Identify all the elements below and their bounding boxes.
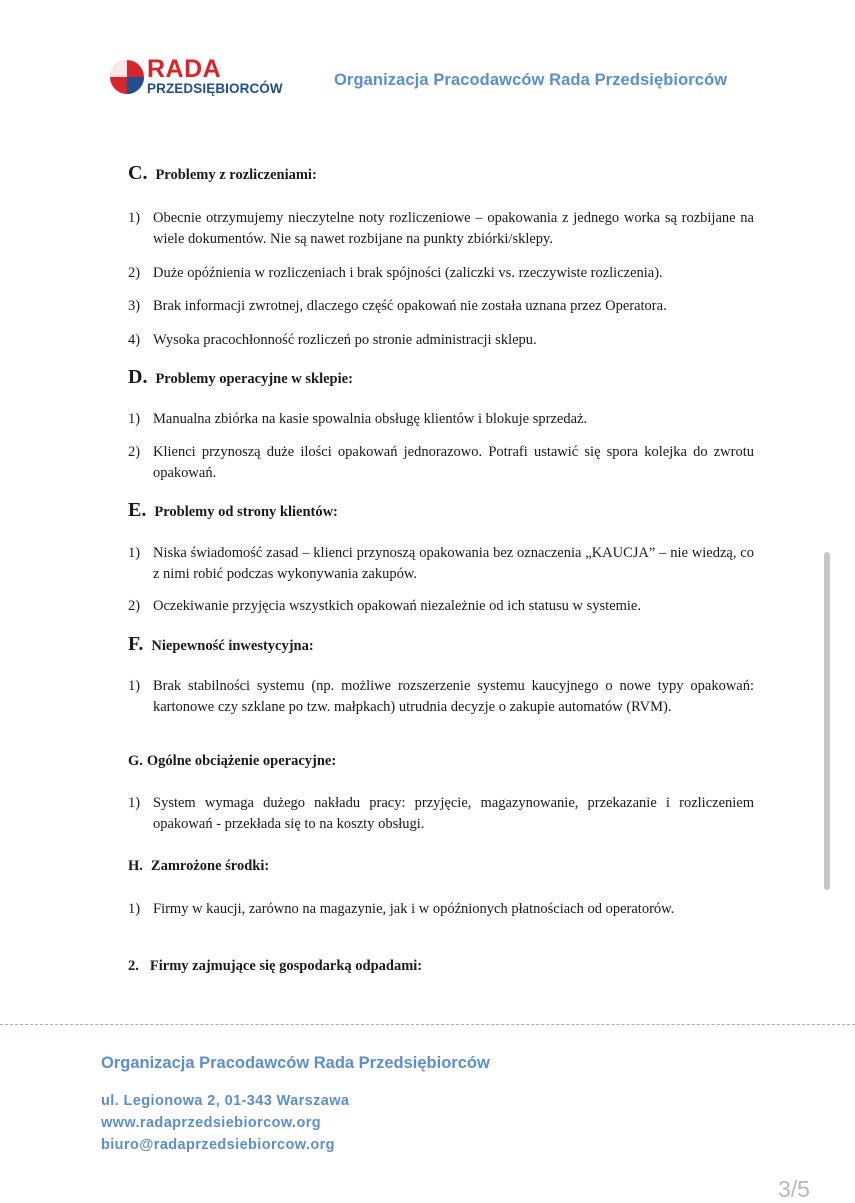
section-heading: E. Problemy od strony klientów: [128,499,338,521]
section-heading: H. Zamrożone środki: [128,858,270,874]
logo-circle-icon [108,56,146,96]
logo-main-text: RADA [147,55,222,83]
logo [108,56,308,102]
header-title: Organizacja Pracodawców Rada Przedsiębiorców [334,71,728,89]
page-header [0,0,855,120]
footer-divider [0,1024,855,1025]
section-heading: 2. Firmy zajmujące się gospodarką odpadami: [128,958,423,974]
footer-address: ul. Legionowa 2, 01-343 Warszawa [101,1093,350,1109]
footer-title: Organizacja Pracodawców Rada Przedsiębiorców [101,1054,490,1072]
page-indicator: 3/5 [778,1176,810,1202]
section-heading: F. Niepewność inwestycyjna: [128,633,314,655]
footer-website-link[interactable]: www.radaprzedsiebiorcow.org [101,1115,322,1131]
logo-sub-text: PRZEDSIĘBIORCÓW [147,81,283,96]
footer-email-link[interactable]: biuro@radaprzedsiebiorcow.org [101,1137,335,1153]
vertical-scrollbar[interactable] [824,552,830,890]
section-heading: D. Problemy operacyjne w sklepie: [128,366,353,388]
section-heading: G. Ogólne obciążenie operacyjne: [128,753,337,769]
section-heading: C. Problemy z rozliczeniami: [128,162,317,184]
